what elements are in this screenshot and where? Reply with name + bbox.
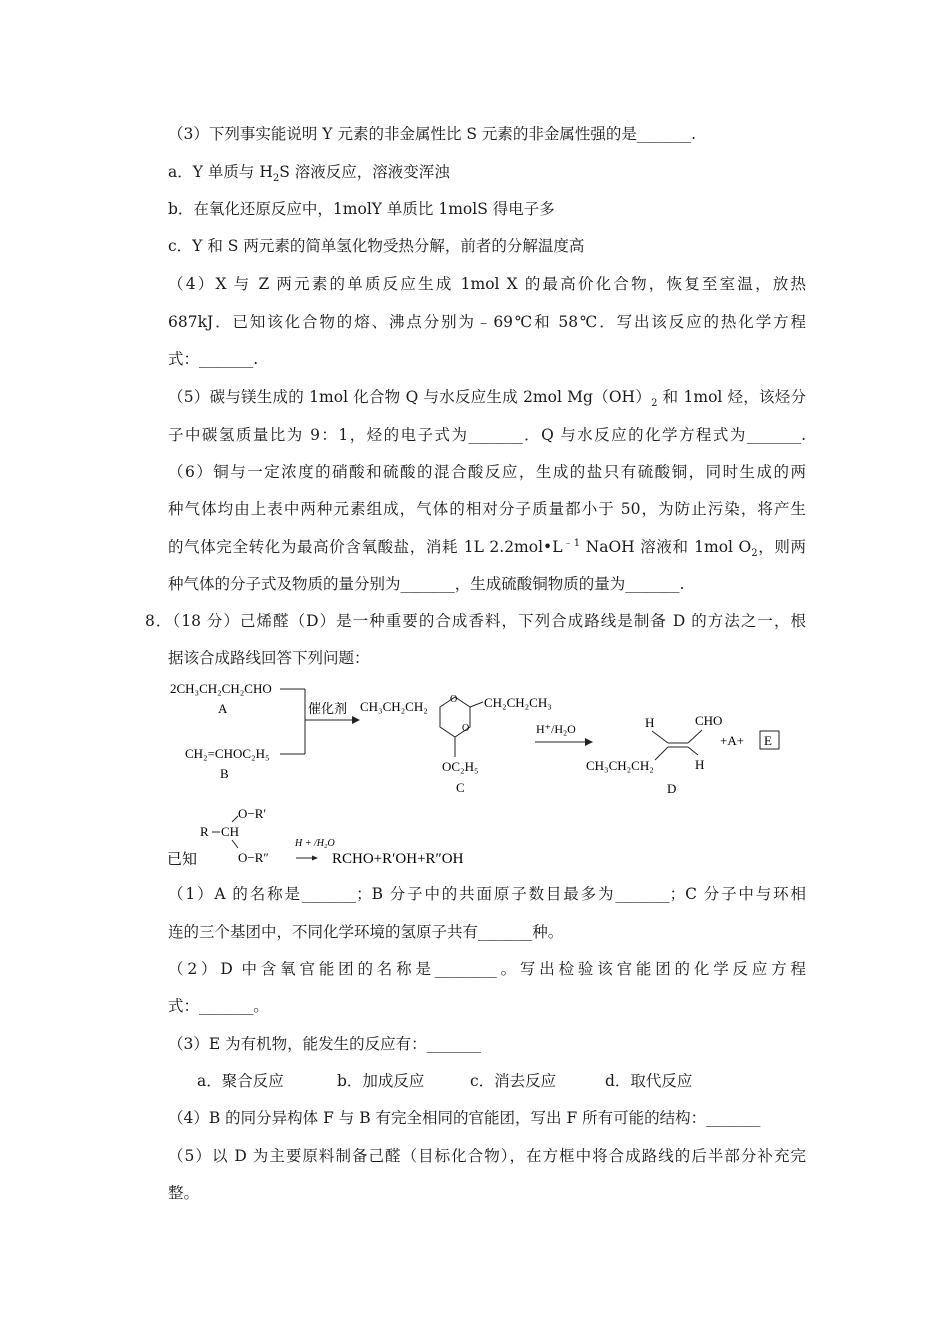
compound-d-left-chain: CH₃CH₂CH₂	[586, 758, 654, 773]
d-bond-h1	[652, 731, 668, 743]
q8-part5-line2: 整。	[168, 1184, 200, 1202]
reactant-a-label: A	[218, 701, 228, 716]
compound-c-bottom-group: OC₂H₅	[442, 759, 479, 774]
q8-part2-line1: （2）D 中含氧官能团的名称是________。写出检验该官能团的化学反应方程	[168, 960, 806, 978]
q8-part2-line2: 式：_______。	[168, 997, 269, 1015]
reaction-arrow-1-head	[352, 716, 360, 724]
d-bond-chain	[655, 747, 668, 760]
box-e-label: E	[764, 733, 772, 748]
compound-c-right-chain: CH₂CH₂CH₃	[484, 695, 552, 710]
q8-part3-option-c: c．消去反应	[470, 1072, 557, 1090]
q8-stem-line2: 据该合成路线回答下列问题：	[168, 649, 370, 667]
q7-part5-line2: 子中碳氢质量比为 9：1，烃的电子式为_______．Q 与水反应的化学方程式为_______.	[168, 426, 806, 444]
compound-d-h-bottom: H	[695, 757, 705, 772]
reactant-b-label: B	[220, 766, 229, 781]
q7-part6-line1: （6）铜与一定浓度的硝酸和硫酸的混合酸反应，生成的盐只有硫酸铜，同时生成的两	[168, 463, 806, 481]
q7-part3-option-c: c．Y 和 S 两元素的简单氢化物受热分解，前者的分解温度高	[168, 237, 585, 255]
compound-d-h-top: H	[645, 715, 655, 730]
known-arrow-head	[312, 856, 318, 861]
plus-a-text: +A+	[720, 733, 745, 748]
ring-right-bond	[470, 702, 483, 707]
q8-part3-stem: （3）E 为有机物，能发生的反应有：_______	[168, 1035, 481, 1053]
known-r: R	[200, 824, 209, 839]
known-ch: CH	[221, 824, 240, 839]
q8-part1-line1: （1）A 的名称是_______；B 分子中的共面原子数目最多为_______；C 分子中与环相	[168, 885, 806, 903]
q7-part6-line3: 的气体完全转化为最高价含氧酸盐，消耗 1L $2.2mol•L^{﹣1}$ NaOH 溶液和 1mol $O_2$，则两	[168, 537, 806, 560]
q7-part3-stem: （3）下列事实能说明 Y 元素的非金属性比 S 元素的非金属性强的是_______.	[168, 125, 697, 143]
known-or1: O−R′	[238, 806, 267, 821]
compound-c-left-chain: CH₃CH₂CH₂	[360, 699, 428, 714]
q7-part3-option-b: b．在氧化还原反应中，1molY 单质比 1molS 得电子多	[168, 200, 555, 218]
q8-part4-line1: （4）B 的同分异构体 F 与 B 有完全相同的官能团，写出 F 所有可能的结构：_______	[168, 1109, 761, 1127]
known-reaction	[160, 800, 520, 870]
known-or2: O−R″	[238, 850, 269, 865]
known-lower-bond	[232, 840, 238, 848]
known-reagent: H + /H₂O	[295, 838, 335, 849]
ring-oxygen-1: O	[450, 694, 458, 705]
d-bond-cho	[688, 730, 702, 743]
q8-part3-option-b: b．加成反应	[337, 1072, 425, 1090]
compound-c-label: C	[456, 780, 465, 795]
q7-part3-option-a: a．Y 单质与 $H_2S$ 溶液反应，溶液变浑浊	[168, 163, 450, 185]
q7-part4-line1: （4）X 与 Z 两元素的单质反应生成 1mol X 的最高价化合物，恢复至室温，放热	[168, 275, 806, 293]
compound-d-label: D	[667, 781, 677, 796]
known-product: RCHO+R′OH+R″OH	[332, 851, 464, 867]
q7-part6-line2: 种气体均由上表中两种元素组成，气体的相对分子质量都小于 50，为防止污染，将产生	[168, 500, 806, 518]
reagent-2-label: H⁺/H₂O	[536, 722, 576, 736]
d-bond-h2	[688, 747, 698, 755]
q8-part3-option-d: d．取代反应	[605, 1072, 693, 1090]
q8-part3-option-a: a．聚合反应	[197, 1072, 284, 1090]
q7-part4-line2: 687kJ．已知该化合物的熔、沸点分别为﹣69℃和 58℃．写出该反应的热化学方程	[168, 313, 806, 331]
known-label: 已知	[167, 852, 198, 868]
synthesis-scheme	[150, 675, 790, 800]
q7-part6-line4: 种气体的分子式及物质的量分别为_______，生成硫酸铜物质的量为_______.	[168, 575, 685, 593]
reaction-arrow-2-head	[585, 738, 593, 746]
q8-part5-line1: （5）以 D 为主要原料制备己醛（目标化合物），在方框中将合成路线的后半部分补充完	[168, 1147, 806, 1165]
catalyst-label: 催化剂	[308, 701, 348, 716]
q8-part1-line2: 连的三个基团中，不同化学环境的氢原子共有_______种。	[168, 923, 564, 941]
q7-part5-line1: （5）碳与镁生成的 1mol 化合物 Q 与水反应生成 2mol $Mg(OH)_2$ 和 1mol 烃，该烃分	[168, 388, 806, 410]
q8-stem-line1: 8．（18 分）己烯醛（D）是一种重要的合成香料，下列合成路线是制备 D 的方法之一，根	[145, 612, 806, 630]
compound-d-cho: CHO	[695, 713, 723, 728]
reactant-a-formula: 2CH₃CH₂CH₂CHO	[170, 681, 272, 696]
q7-part4-line3: 式：_______.	[168, 350, 259, 368]
reactant-b-formula: CH₂=CHOC₂H₅	[185, 746, 270, 761]
ring-oxygen-2: O	[462, 723, 470, 734]
